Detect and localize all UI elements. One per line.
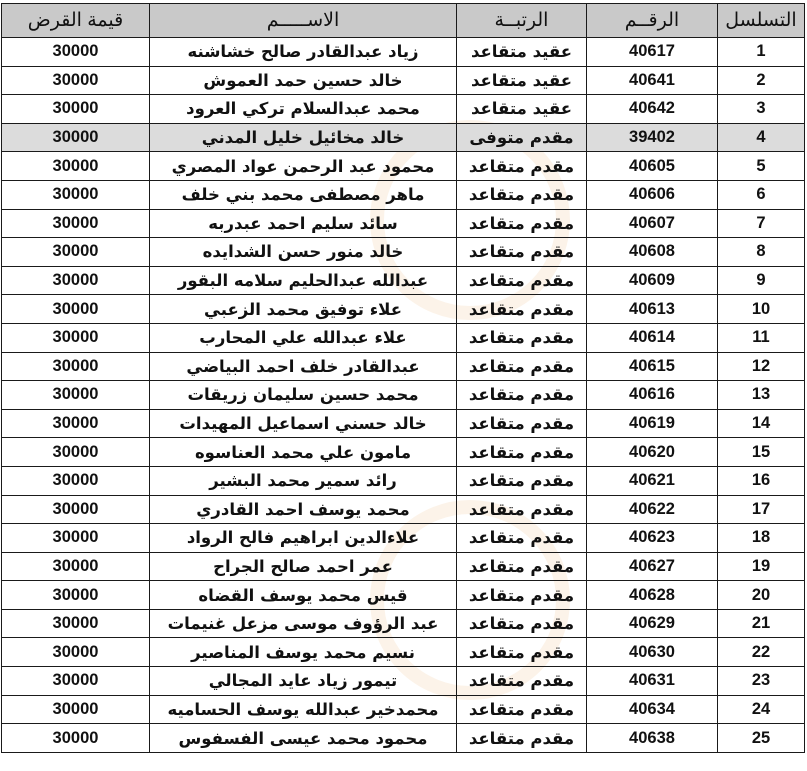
number-cell: 40613 bbox=[587, 295, 718, 324]
table-row bbox=[2, 381, 805, 410]
name-cell: عبدالقادر خلف احمد البياضي bbox=[150, 352, 457, 381]
serial-cell: 25 bbox=[718, 724, 805, 753]
rank-cell: مقدم متقاعد bbox=[457, 667, 587, 696]
table-row bbox=[2, 438, 805, 467]
number-cell: 40629 bbox=[587, 609, 718, 638]
table-row bbox=[2, 38, 805, 67]
table-row bbox=[2, 638, 805, 667]
loan-value-cell: 30000 bbox=[2, 323, 150, 352]
serial-cell: 23 bbox=[718, 667, 805, 696]
rank-cell: عقيد متقاعد bbox=[457, 38, 587, 67]
name-cell: مامون علي محمد العناسوه bbox=[150, 438, 457, 467]
header-name: الاســـــم bbox=[150, 4, 457, 38]
number-cell: 40619 bbox=[587, 409, 718, 438]
name-cell: محمد حسين سليمان زريقات bbox=[150, 381, 457, 410]
name-cell: خالد منور حسن الشدايده bbox=[150, 238, 457, 267]
serial-cell: 12 bbox=[718, 352, 805, 381]
loan-value-cell: 30000 bbox=[2, 295, 150, 324]
serial-cell: 13 bbox=[718, 381, 805, 410]
loan-value-cell: 30000 bbox=[2, 409, 150, 438]
serial-cell: 21 bbox=[718, 609, 805, 638]
number-cell: 40628 bbox=[587, 581, 718, 610]
table-row bbox=[2, 552, 805, 581]
name-cell: محمود عبد الرحمن عواد المصري bbox=[150, 152, 457, 181]
rank-cell: مقدم متوفى bbox=[457, 123, 587, 152]
rank-cell: مقدم متقاعد bbox=[457, 409, 587, 438]
rank-cell: مقدم متقاعد bbox=[457, 352, 587, 381]
loan-value-cell: 30000 bbox=[2, 209, 150, 238]
serial-cell: 4 bbox=[718, 123, 805, 152]
rank-cell: مقدم متقاعد bbox=[457, 266, 587, 295]
rank-cell: مقدم متقاعد bbox=[457, 581, 587, 610]
number-cell: 40627 bbox=[587, 552, 718, 581]
number-cell: 40605 bbox=[587, 152, 718, 181]
loan-value-cell: 30000 bbox=[2, 724, 150, 753]
serial-cell: 1 bbox=[718, 38, 805, 67]
rank-cell: مقدم متقاعد bbox=[457, 238, 587, 267]
table-row bbox=[2, 352, 805, 381]
header-row bbox=[2, 4, 805, 38]
rank-cell: مقدم متقاعد bbox=[457, 466, 587, 495]
name-cell: عبدالله عبدالحليم سلامه البقور bbox=[150, 266, 457, 295]
header-loan-value: قيمة القرض bbox=[2, 4, 150, 38]
name-cell: رائد سمير محمد البشير bbox=[150, 466, 457, 495]
rank-cell: مقدم متقاعد bbox=[457, 524, 587, 553]
name-cell: زياد عبدالقادر صالح خشاشنه bbox=[150, 38, 457, 67]
number-cell: 40607 bbox=[587, 209, 718, 238]
name-cell: محمد يوسف احمد القادري bbox=[150, 495, 457, 524]
table-row bbox=[2, 581, 805, 610]
loan-value-cell: 30000 bbox=[2, 667, 150, 696]
number-cell: 40616 bbox=[587, 381, 718, 410]
table-row bbox=[2, 238, 805, 267]
loan-value-cell: 30000 bbox=[2, 38, 150, 67]
name-cell: علاءالدين ابراهيم فالح الرواد bbox=[150, 524, 457, 553]
rank-cell: مقدم متقاعد bbox=[457, 438, 587, 467]
name-cell: علاء عبدالله علي المحارب bbox=[150, 323, 457, 352]
serial-cell: 14 bbox=[718, 409, 805, 438]
rank-cell: مقدم متقاعد bbox=[457, 638, 587, 667]
name-cell: محمود محمد عيسى الفسفوس bbox=[150, 724, 457, 753]
number-cell: 40617 bbox=[587, 38, 718, 67]
number-cell: 40621 bbox=[587, 466, 718, 495]
name-cell: سائد سليم احمد عبدربه bbox=[150, 209, 457, 238]
number-cell: 40623 bbox=[587, 524, 718, 553]
name-cell: محمد عبدالسلام تركي العرود bbox=[150, 95, 457, 124]
loan-value-cell: 30000 bbox=[2, 352, 150, 381]
table-row bbox=[2, 266, 805, 295]
name-cell: علاء توفيق محمد الزعبي bbox=[150, 295, 457, 324]
number-cell: 40630 bbox=[587, 638, 718, 667]
table-row bbox=[2, 695, 805, 724]
rank-cell: عقيد متقاعد bbox=[457, 95, 587, 124]
rank-cell: مقدم متقاعد bbox=[457, 180, 587, 209]
number-cell: 40615 bbox=[587, 352, 718, 381]
serial-cell: 19 bbox=[718, 552, 805, 581]
table-row bbox=[2, 724, 805, 753]
serial-cell: 6 bbox=[718, 180, 805, 209]
number-cell: 40642 bbox=[587, 95, 718, 124]
rank-cell: مقدم متقاعد bbox=[457, 381, 587, 410]
rank-cell: مقدم متقاعد bbox=[457, 295, 587, 324]
table-row bbox=[2, 667, 805, 696]
table-row bbox=[2, 524, 805, 553]
table-row bbox=[2, 295, 805, 324]
name-cell: خالد حسني اسماعيل المهيدات bbox=[150, 409, 457, 438]
rank-cell: مقدم متقاعد bbox=[457, 209, 587, 238]
loan-value-cell: 30000 bbox=[2, 266, 150, 295]
rank-cell: مقدم متقاعد bbox=[457, 152, 587, 181]
number-cell: 40622 bbox=[587, 495, 718, 524]
serial-cell: 15 bbox=[718, 438, 805, 467]
number-cell: 40638 bbox=[587, 724, 718, 753]
name-cell: عمر احمد صالح الجراح bbox=[150, 552, 457, 581]
serial-cell: 24 bbox=[718, 695, 805, 724]
loan-value-cell: 30000 bbox=[2, 552, 150, 581]
loan-value-cell: 30000 bbox=[2, 152, 150, 181]
number-cell: 40609 bbox=[587, 266, 718, 295]
loan-value-cell: 30000 bbox=[2, 695, 150, 724]
number-cell: 40634 bbox=[587, 695, 718, 724]
number-cell: 40606 bbox=[587, 180, 718, 209]
loan-value-cell: 30000 bbox=[2, 66, 150, 95]
table-row bbox=[2, 152, 805, 181]
table-row bbox=[2, 323, 805, 352]
name-cell: عبد الرؤوف موسى مزعل غنيمات bbox=[150, 609, 457, 638]
serial-cell: 11 bbox=[718, 323, 805, 352]
name-cell: ماهر مصطفى محمد بني خلف bbox=[150, 180, 457, 209]
header-number: الرقــم bbox=[587, 4, 718, 38]
rank-cell: عقيد متقاعد bbox=[457, 66, 587, 95]
rank-cell: مقدم متقاعد bbox=[457, 695, 587, 724]
loan-value-cell: 30000 bbox=[2, 466, 150, 495]
loan-value-cell: 30000 bbox=[2, 238, 150, 267]
name-cell: خالد مخائيل خليل المدني bbox=[150, 123, 457, 152]
table-row bbox=[2, 409, 805, 438]
loan-value-cell: 30000 bbox=[2, 123, 150, 152]
loan-value-cell: 30000 bbox=[2, 495, 150, 524]
table-row bbox=[2, 466, 805, 495]
table-row bbox=[2, 123, 805, 152]
number-cell: 40631 bbox=[587, 667, 718, 696]
name-cell: نسيم محمد يوسف المناصير bbox=[150, 638, 457, 667]
table-row bbox=[2, 609, 805, 638]
loan-value-cell: 30000 bbox=[2, 95, 150, 124]
serial-cell: 9 bbox=[718, 266, 805, 295]
serial-cell: 7 bbox=[718, 209, 805, 238]
table-row bbox=[2, 209, 805, 238]
name-cell: محمدخير عبدالله يوسف الحساميه bbox=[150, 695, 457, 724]
rank-cell: مقدم متقاعد bbox=[457, 323, 587, 352]
name-cell: تيمور زياد عايد المجالي bbox=[150, 667, 457, 696]
name-cell: خالد حسين حمد العموش bbox=[150, 66, 457, 95]
number-cell: 40608 bbox=[587, 238, 718, 267]
table-header bbox=[2, 4, 805, 38]
loan-value-cell: 30000 bbox=[2, 638, 150, 667]
loan-value-cell: 30000 bbox=[2, 180, 150, 209]
serial-cell: 16 bbox=[718, 466, 805, 495]
serial-cell: 8 bbox=[718, 238, 805, 267]
rank-cell: مقدم متقاعد bbox=[457, 495, 587, 524]
table-row bbox=[2, 495, 805, 524]
header-rank: الرتبــة bbox=[457, 4, 587, 38]
serial-cell: 18 bbox=[718, 524, 805, 553]
loan-value-cell: 30000 bbox=[2, 524, 150, 553]
header-serial: التسلسل bbox=[718, 4, 805, 38]
table-row bbox=[2, 180, 805, 209]
rank-cell: مقدم متقاعد bbox=[457, 724, 587, 753]
loan-value-cell: 30000 bbox=[2, 581, 150, 610]
loan-value-cell: 30000 bbox=[2, 438, 150, 467]
rank-cell: مقدم متقاعد bbox=[457, 552, 587, 581]
rank-cell: مقدم متقاعد bbox=[457, 609, 587, 638]
serial-cell: 20 bbox=[718, 581, 805, 610]
serial-cell: 10 bbox=[718, 295, 805, 324]
number-cell: 40641 bbox=[587, 66, 718, 95]
serial-cell: 22 bbox=[718, 638, 805, 667]
name-cell: قيس محمد يوسف القضاه bbox=[150, 581, 457, 610]
serial-cell: 5 bbox=[718, 152, 805, 181]
loan-table bbox=[1, 3, 805, 753]
serial-cell: 17 bbox=[718, 495, 805, 524]
serial-cell: 2 bbox=[718, 66, 805, 95]
number-cell: 40614 bbox=[587, 323, 718, 352]
loan-value-cell: 30000 bbox=[2, 381, 150, 410]
loan-value-cell: 30000 bbox=[2, 609, 150, 638]
table-row bbox=[2, 95, 805, 124]
serial-cell: 3 bbox=[718, 95, 805, 124]
table-body bbox=[2, 38, 805, 753]
number-cell: 40620 bbox=[587, 438, 718, 467]
table-row bbox=[2, 66, 805, 95]
number-cell: 39402 bbox=[587, 123, 718, 152]
